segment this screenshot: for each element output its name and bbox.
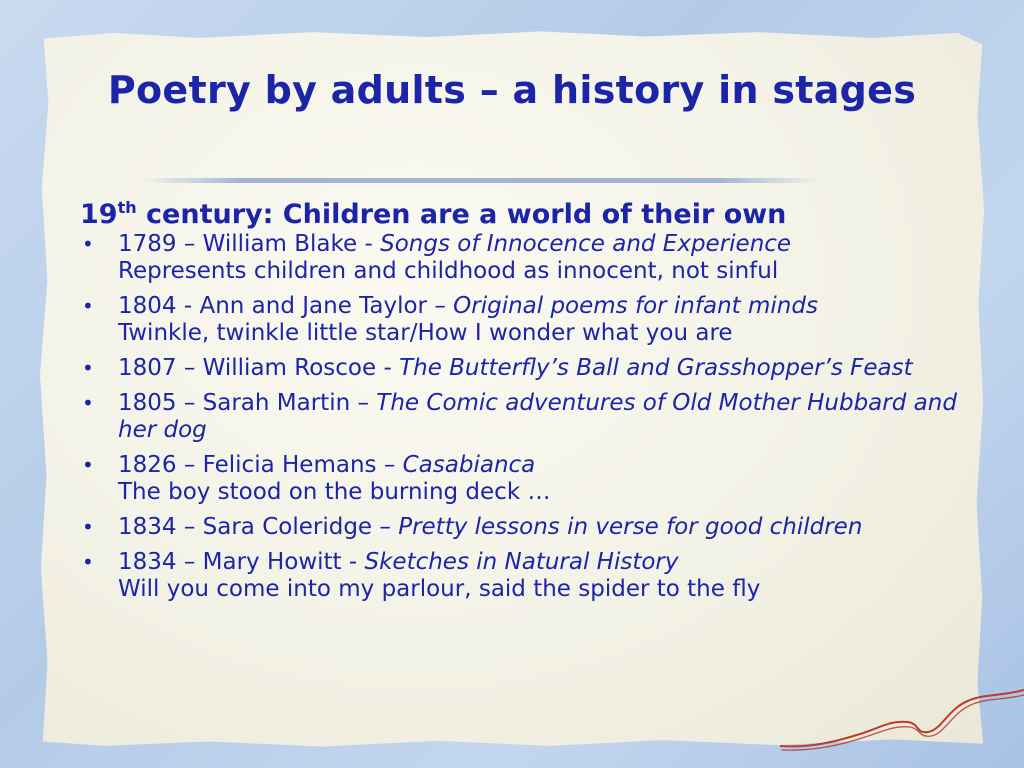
bullet-icon: •	[82, 232, 94, 256]
entry-lead: 1834 – Mary Howitt -	[118, 549, 365, 575]
entry-lead: 1804 - Ann and Jane Taylor –	[118, 293, 454, 319]
entry-work: Sketches in Natural History	[364, 549, 679, 575]
section-heading-rest: century: Children are a world of their own	[136, 199, 787, 230]
entry-work: Songs of Innocence and Experience	[380, 231, 792, 257]
title-divider	[140, 178, 820, 183]
section-heading-sup: th	[117, 198, 137, 217]
list-item	[80, 514, 960, 541]
bullet-icon: •	[82, 391, 94, 415]
list-item	[80, 231, 960, 285]
list-item	[80, 549, 960, 603]
entry-work: The Comic adventures of Old Mother Hubbard and her dog	[118, 390, 957, 443]
bullet-icon: •	[82, 356, 94, 380]
slide-title: Poetry by adults – a history in stages	[107, 68, 917, 112]
entry-note: Twinkle, twinkle little star/How I wonder what you are	[118, 320, 733, 346]
list-item	[80, 293, 960, 347]
entry-work: Casabianca	[402, 452, 536, 478]
list-item	[80, 355, 960, 382]
bullet-icon: •	[82, 515, 94, 539]
entry-note: Represents children and childhood as innocent, not sinful	[118, 258, 779, 284]
bullet-icon: •	[82, 550, 94, 574]
list-item	[80, 452, 960, 506]
entry-note: The boy stood on the burning deck …	[118, 479, 551, 505]
section-heading	[80, 198, 786, 230]
list-item	[80, 390, 960, 444]
entry-work: Original poems for infant minds	[453, 293, 818, 319]
section-heading-lead: 19	[80, 199, 118, 230]
entry-work: Pretty lessons in verse for good children	[398, 514, 863, 540]
entry-work: The Butterfly’s Ball and Grasshopper’s Feast	[399, 355, 913, 381]
entry-lead: 1805 – Sarah Martin –	[118, 390, 377, 416]
red-thread-decoration	[780, 650, 1024, 760]
bullet-icon: •	[82, 453, 94, 477]
poetry-timeline-list	[80, 231, 960, 611]
entry-lead: 1826 – Felicia Hemans –	[118, 452, 403, 478]
bullet-icon: •	[82, 294, 94, 318]
entry-lead: 1834 – Sara Coleridge –	[118, 514, 399, 540]
entry-lead: 1789 – William Blake -	[118, 231, 381, 257]
entry-lead: 1807 – William Roscoe -	[118, 355, 400, 381]
entry-note: Will you come into my parlour, said the spider to the fly	[118, 576, 761, 602]
